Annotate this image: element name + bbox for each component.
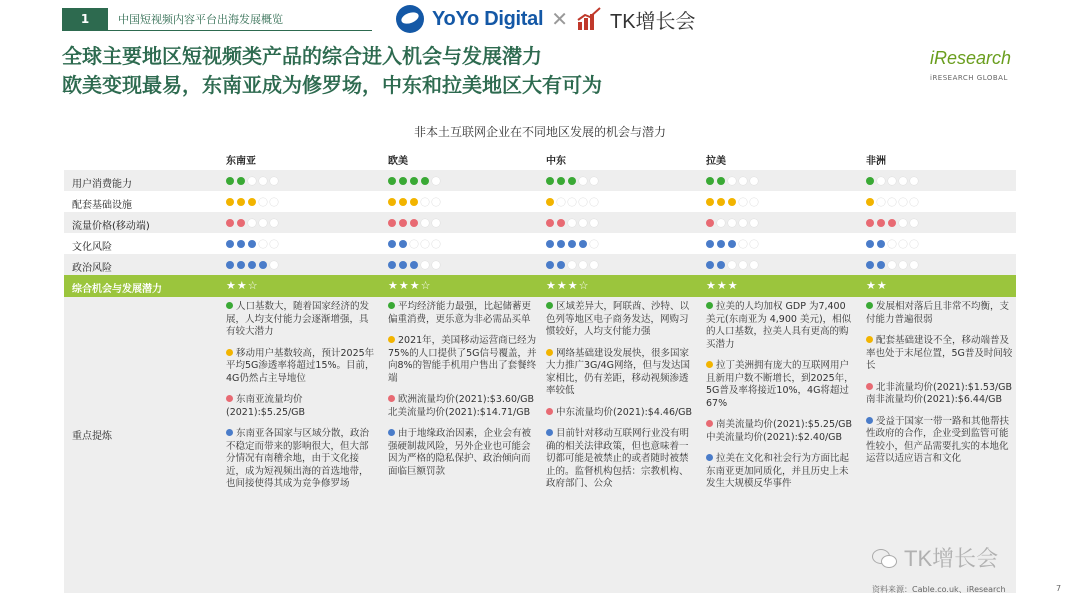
empty-dot-icon [579, 219, 587, 227]
partner-logos [396, 4, 696, 34]
filled-dot-icon [388, 261, 396, 269]
empty-dot-icon [739, 219, 747, 227]
key-points-column [546, 301, 696, 500]
filled-dot-icon [226, 219, 234, 227]
headline-line-1: 全球主要地区短视频类产品的综合进入机会与发展潜力 [62, 44, 542, 68]
empty-dot-icon [248, 177, 256, 185]
empty-dot-icon [910, 261, 918, 269]
key-point-text: 中东流量均价(2021):$4.46/GB [556, 406, 693, 418]
empty-dot-icon [270, 177, 278, 185]
empty-dot-icon [421, 198, 429, 206]
key-point [388, 335, 538, 385]
filled-dot-icon [706, 177, 714, 185]
key-point [388, 428, 538, 478]
key-point [226, 348, 376, 386]
filled-dot-icon [226, 198, 234, 206]
filled-dot-icon [237, 177, 245, 185]
filled-dot-icon [717, 240, 725, 248]
empty-dot-icon [888, 198, 896, 206]
empty-dot-icon [259, 240, 267, 248]
filled-dot-icon [237, 240, 245, 248]
metric-row [64, 233, 1016, 254]
total-potential-label: 综合机会与发展潜力 [72, 284, 162, 295]
section-divider [62, 30, 372, 31]
filled-dot-icon [568, 240, 576, 248]
filled-dot-icon [728, 198, 736, 206]
bullet-dot-icon [546, 349, 553, 356]
metric-row [64, 254, 1016, 275]
empty-dot-icon [410, 240, 418, 248]
key-point-text: 目前针对移动互联网行业没有明确的相关法律政策，但也意味着一切都可能是被禁止的或者随时被禁止的。监督机构包括：宗教机构、政府部门、公众 [546, 428, 690, 489]
key-point [866, 416, 1016, 466]
metric-label: 流量价格(移动端) [72, 221, 150, 232]
filled-dot-icon [248, 261, 256, 269]
filled-dot-icon [888, 219, 896, 227]
empty-dot-icon [899, 177, 907, 185]
key-point-text: 平均经济能力最强，比起储蓄更偏重消费，更乐意为非必需品买单 [388, 301, 532, 325]
empty-dot-icon [899, 240, 907, 248]
bullet-dot-icon [226, 429, 233, 436]
bullet-dot-icon [706, 420, 713, 427]
filled-dot-icon [399, 177, 407, 185]
score-dots [866, 259, 918, 271]
empty-dot-icon [557, 198, 565, 206]
key-point-text: 北非流量均价(2021):$1.53/GB 南非流量均价(2021):$6.44/GB [866, 381, 1013, 405]
key-point-text: 配套基础建设不全，移动端普及率也处于末尾位置，5G普及时间较长 [866, 335, 1013, 371]
key-point-text: 拉美在文化和社会行为方面比起东南亚更加同质化，并且历史上未发生大规模反华事件 [706, 453, 850, 489]
key-point-text: 东南亚流量均价(2021):$5.25/GB [226, 394, 306, 418]
score-dots [546, 238, 598, 250]
cross-icon: ✕ [551, 7, 568, 31]
filled-dot-icon [259, 261, 267, 269]
empty-dot-icon [910, 198, 918, 206]
filled-dot-icon [410, 198, 418, 206]
filled-dot-icon [388, 198, 396, 206]
filled-dot-icon [866, 219, 874, 227]
empty-dot-icon [717, 219, 725, 227]
top-section-bar [62, 8, 362, 30]
star-rating: ★★★☆ [388, 279, 432, 292]
filled-dot-icon [546, 177, 554, 185]
score-dots [546, 175, 598, 187]
filled-dot-icon [706, 240, 714, 248]
empty-dot-icon [270, 240, 278, 248]
key-point [388, 394, 538, 419]
filled-dot-icon [706, 219, 714, 227]
key-points-label: 重点提炼 [72, 431, 112, 442]
filled-dot-icon [226, 177, 234, 185]
section-title: 中国短视频内容平台出海发展概览 [118, 13, 283, 26]
score-dots [388, 238, 440, 250]
filled-dot-icon [706, 198, 714, 206]
empty-dot-icon [739, 198, 747, 206]
score-dots [388, 259, 440, 271]
empty-dot-icon [728, 261, 736, 269]
empty-dot-icon [728, 219, 736, 227]
empty-dot-icon [248, 219, 256, 227]
key-point-text: 由于地缘政治因素，企业会有被强硬制裁风险，另外企业也可能会因为严格的隐私保护、政治倾向而面临巨额罚款 [388, 428, 532, 477]
filled-dot-icon [877, 240, 885, 248]
score-dots [388, 196, 440, 208]
empty-dot-icon [877, 177, 885, 185]
key-points-column [706, 301, 856, 500]
key-point [706, 419, 856, 444]
key-point [706, 301, 856, 351]
score-dots [546, 217, 598, 229]
filled-dot-icon [866, 240, 874, 248]
empty-dot-icon [579, 261, 587, 269]
metric-row [64, 191, 1016, 212]
empty-dot-icon [750, 261, 758, 269]
region-header: 欧美 [388, 156, 408, 167]
empty-dot-icon [910, 219, 918, 227]
tk-logo-text: TK增长会 [609, 10, 696, 33]
bullet-dot-icon [866, 336, 873, 343]
iresearch-global: iRESEARCH GLOBAL [930, 74, 1008, 82]
key-point-text: 人口基数大，随着国家经济的发展，人均支付能力会逐渐增强，具有较大潜力 [226, 301, 370, 337]
filled-dot-icon [557, 177, 565, 185]
filled-dot-icon [717, 198, 725, 206]
score-dots [546, 196, 598, 208]
empty-dot-icon [259, 219, 267, 227]
empty-dot-icon [432, 240, 440, 248]
filled-dot-icon [877, 261, 885, 269]
filled-dot-icon [410, 261, 418, 269]
filled-dot-icon [399, 219, 407, 227]
key-point [866, 301, 1016, 326]
empty-dot-icon [877, 198, 885, 206]
key-point-text: 网络基础建设发展快，很多国家大力推广3G/4G网络，但与发达国家相比，仍有差距，移动视频渗透率较低 [546, 347, 691, 396]
score-dots [866, 196, 918, 208]
filled-dot-icon [237, 219, 245, 227]
empty-dot-icon [899, 219, 907, 227]
score-dots [226, 175, 278, 187]
key-point-text: 南美流量均价(2021):$5.25/GB 中美流量均价(2021):$2.40/GB [706, 419, 853, 443]
page-headline [62, 42, 602, 100]
score-dots [706, 217, 758, 229]
empty-dot-icon [579, 198, 587, 206]
empty-dot-icon [590, 240, 598, 248]
key-point [546, 407, 696, 420]
filled-dot-icon [866, 177, 874, 185]
score-dots [226, 196, 278, 208]
empty-dot-icon [421, 219, 429, 227]
score-dots [706, 238, 758, 250]
filled-dot-icon [226, 240, 234, 248]
empty-dot-icon [432, 198, 440, 206]
region-header: 中东 [546, 156, 566, 167]
key-points-column [866, 301, 1016, 475]
bullet-dot-icon [866, 302, 873, 309]
footer-page-number: 7 [1056, 584, 1062, 593]
filled-dot-icon [546, 219, 554, 227]
total-potential-row [64, 275, 1016, 297]
empty-dot-icon [568, 198, 576, 206]
filled-dot-icon [399, 240, 407, 248]
bullet-dot-icon [546, 302, 553, 309]
empty-dot-icon [270, 261, 278, 269]
opportunity-table [64, 148, 1016, 593]
empty-dot-icon [590, 177, 598, 185]
metric-label: 政治风险 [72, 263, 112, 274]
filled-dot-icon [399, 198, 407, 206]
yoyo-logo-icon [396, 5, 424, 33]
star-rating: ★★☆ [226, 279, 259, 292]
region-header-row [64, 148, 1016, 170]
score-dots [706, 259, 758, 271]
wechat-icon [872, 547, 898, 569]
tk-chart-logo-icon [576, 6, 602, 32]
filled-dot-icon [546, 240, 554, 248]
empty-dot-icon [910, 177, 918, 185]
empty-dot-icon [432, 177, 440, 185]
bullet-dot-icon [388, 429, 395, 436]
filled-dot-icon [557, 261, 565, 269]
key-point-text: 受益于国家一带一路和其他帮扶性政府的合作，企业受到监管可能性较小，但产品需要扎实的本地化运营以适应语言和文化 [866, 415, 1010, 464]
score-dots [706, 175, 758, 187]
key-point-text: 移动用户基数较高，预计2025年平均5G渗透率将超过15%。目前，4G仍然占主导地位 [226, 347, 375, 384]
empty-dot-icon [579, 177, 587, 185]
score-dots [388, 217, 440, 229]
bullet-dot-icon [866, 417, 873, 424]
key-point-text: 发展相对落后且非常不均衡，支付能力普遍很弱 [866, 301, 1010, 325]
empty-dot-icon [739, 261, 747, 269]
table-subtitle: 非本土互联网企业在不同地区发展的机会与潜力 [413, 125, 666, 139]
filled-dot-icon [579, 240, 587, 248]
metric-label: 用户消费能力 [72, 179, 132, 190]
empty-dot-icon [899, 261, 907, 269]
key-points-column [226, 301, 376, 500]
key-point [226, 394, 376, 419]
bullet-dot-icon [706, 454, 713, 461]
empty-dot-icon [568, 219, 576, 227]
filled-dot-icon [557, 219, 565, 227]
filled-dot-icon [237, 198, 245, 206]
filled-dot-icon [388, 240, 396, 248]
score-dots [866, 217, 918, 229]
star-rating: ★★ [866, 279, 888, 292]
key-point [546, 348, 696, 398]
empty-dot-icon [590, 261, 598, 269]
key-points-column [388, 301, 538, 487]
star-rating: ★★★☆ [546, 279, 590, 292]
key-point [706, 360, 856, 410]
score-dots [226, 238, 278, 250]
filled-dot-icon [226, 261, 234, 269]
filled-dot-icon [877, 219, 885, 227]
region-header: 东南亚 [226, 156, 256, 167]
metric-label: 配套基础设施 [72, 200, 132, 211]
score-dots [226, 217, 278, 229]
empty-dot-icon [432, 261, 440, 269]
bullet-dot-icon [706, 361, 713, 368]
empty-dot-icon [259, 198, 267, 206]
key-point [546, 301, 696, 339]
filled-dot-icon [546, 198, 554, 206]
score-dots [866, 238, 918, 250]
score-dots [226, 259, 278, 271]
metric-row [64, 212, 1016, 233]
bullet-dot-icon [226, 349, 233, 356]
bullet-dot-icon [226, 395, 233, 402]
filled-dot-icon [866, 261, 874, 269]
empty-dot-icon [259, 177, 267, 185]
empty-dot-icon [270, 219, 278, 227]
empty-dot-icon [750, 219, 758, 227]
key-point-text: 拉美的人均加权 GDP 为7,400 美元(东南亚为 4,900 美元)，相似的人口基数，拉美人具有更高的购买潜力 [706, 301, 852, 350]
empty-dot-icon [888, 177, 896, 185]
key-point-text: 欧洲流量均价(2021):$3.60/GB 北美流量均价(2021):$14.71/GB [388, 394, 535, 418]
region-header: 拉美 [706, 156, 726, 167]
empty-dot-icon [421, 261, 429, 269]
bullet-dot-icon [866, 383, 873, 390]
filled-dot-icon [728, 240, 736, 248]
filled-dot-icon [388, 177, 396, 185]
empty-dot-icon [888, 240, 896, 248]
key-point [226, 301, 376, 339]
empty-dot-icon [899, 198, 907, 206]
bullet-dot-icon [546, 408, 553, 415]
page-number-badge: 1 [62, 8, 108, 30]
filled-dot-icon [568, 177, 576, 185]
filled-dot-icon [866, 198, 874, 206]
empty-dot-icon [888, 261, 896, 269]
empty-dot-icon [432, 219, 440, 227]
iresearch-wordmark: iResearch [930, 48, 1012, 68]
score-dots [706, 196, 758, 208]
empty-dot-icon [421, 240, 429, 248]
empty-dot-icon [750, 198, 758, 206]
empty-dot-icon [739, 177, 747, 185]
iresearch-logo [930, 40, 1020, 88]
bullet-dot-icon [388, 395, 395, 402]
bullet-dot-icon [388, 336, 395, 343]
filled-dot-icon [399, 261, 407, 269]
bullet-dot-icon [706, 302, 713, 309]
metric-label: 文化风险 [72, 242, 112, 253]
key-point [388, 301, 538, 326]
filled-dot-icon [237, 261, 245, 269]
key-point [866, 335, 1016, 373]
filled-dot-icon [706, 261, 714, 269]
key-point-text: 2021年，美国移动运营商已经为75%的人口提供了5G信号覆盖，并向8%的智能手机用户售出了套餐终端 [388, 335, 537, 384]
key-point [546, 428, 696, 491]
empty-dot-icon [750, 177, 758, 185]
bullet-dot-icon [546, 429, 553, 436]
empty-dot-icon [590, 219, 598, 227]
key-point-text: 东南亚各国家与区域分散，政治不稳定而带来的影响很大，但大部分情况有南稽余地，由于文化接近，成为短视频出海的首选地带，也间接使得其成为竞争修罗场 [226, 428, 370, 489]
source-note: 资料来源：Cable.co.uk、iResearch [872, 585, 1006, 594]
filled-dot-icon [717, 177, 725, 185]
yoyo-logo-text: YoYo Digital [432, 7, 544, 30]
key-point [866, 382, 1016, 407]
metric-rows [64, 170, 1016, 275]
empty-dot-icon [910, 240, 918, 248]
score-dots [866, 175, 918, 187]
score-dots [546, 259, 598, 271]
empty-dot-icon [739, 240, 747, 248]
metric-row [64, 170, 1016, 191]
star-rating: ★★★ [706, 279, 739, 292]
watermark-text: TK增长会 [904, 546, 999, 571]
watermark [872, 542, 998, 573]
key-point [706, 453, 856, 491]
key-point-text: 区域差异大，阿联酋、沙特、以色列等地区电子商务发达，网购习惯较好，人均支付能力强 [546, 301, 690, 337]
filled-dot-icon [248, 240, 256, 248]
filled-dot-icon [410, 219, 418, 227]
filled-dot-icon [248, 198, 256, 206]
filled-dot-icon [388, 219, 396, 227]
key-point-text: 拉丁美洲拥有庞大的互联网用户且新用户数不断增长，到2025年，5G普及率将接近10%，4G将超过67% [706, 360, 854, 409]
filled-dot-icon [421, 177, 429, 185]
empty-dot-icon [270, 198, 278, 206]
filled-dot-icon [717, 261, 725, 269]
empty-dot-icon [750, 240, 758, 248]
bullet-dot-icon [388, 302, 395, 309]
filled-dot-icon [410, 177, 418, 185]
empty-dot-icon [728, 177, 736, 185]
empty-dot-icon [568, 261, 576, 269]
filled-dot-icon [557, 240, 565, 248]
bullet-dot-icon [226, 302, 233, 309]
key-point [226, 428, 376, 491]
region-header: 非洲 [866, 156, 886, 167]
filled-dot-icon [546, 261, 554, 269]
score-dots [388, 175, 440, 187]
headline-line-2: 欧美变现最易，东南亚成为修罗场，中东和拉美地区大有可为 [62, 73, 602, 97]
empty-dot-icon [590, 198, 598, 206]
